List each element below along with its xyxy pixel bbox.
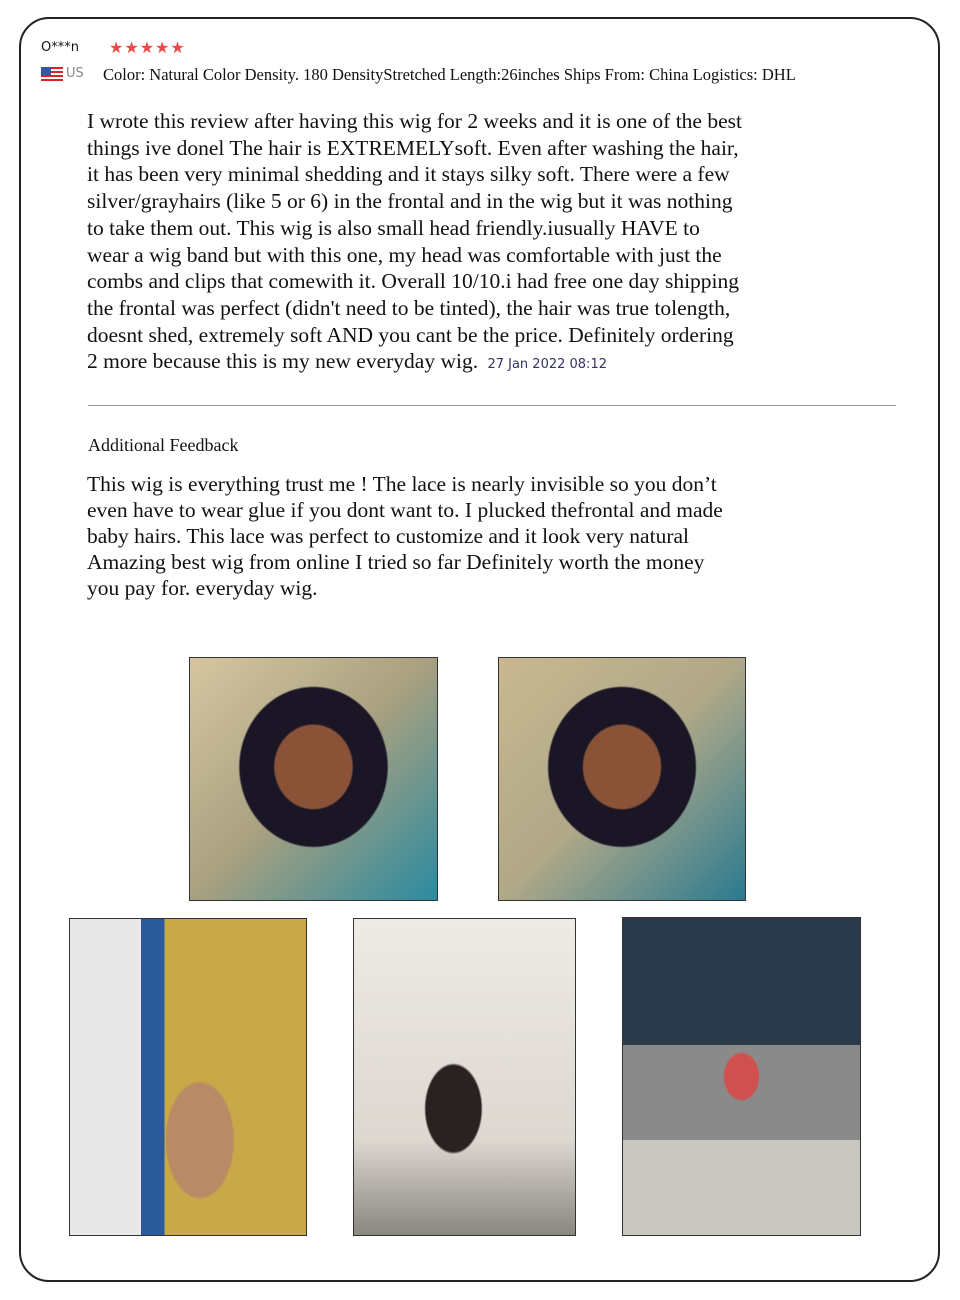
additional-feedback-text xyxy=(87,471,723,601)
product-specs: Color: Natural Color Density. 180 DensityStretched Length:26inches Ships From: China Logistics: DHL xyxy=(103,65,796,84)
review-photo-1[interactable] xyxy=(189,657,438,901)
review-line: the frontal was perfect (didn't need to be tinted), the hair was true tolength, xyxy=(87,295,731,320)
reviewer-country: US xyxy=(66,66,84,81)
review-line: combs and clips that comewith it. Overall 10/10.i had free one day shipping xyxy=(87,269,740,294)
star-rating: ★★★★★ xyxy=(109,40,186,57)
feedback-line: Amazing best wig from online I tried so far Definitely worth the money xyxy=(87,550,705,574)
review-line: things ive donel The hair is EXTREMELYsoft. Even after washing the hair, xyxy=(87,135,739,160)
review-line: 2 more because this is my new everyday wig. xyxy=(87,349,479,374)
additional-feedback-label: Additional Feedback xyxy=(88,435,239,455)
feedback-line: even have to wear glue if you dont want to. I plucked thefrontal and made xyxy=(87,498,723,522)
divider xyxy=(88,405,896,406)
review-photo-5[interactable] xyxy=(622,917,861,1236)
review-line: wear a wig band but with this one, my head was comfortable with just the xyxy=(87,242,722,267)
feedback-line: you pay for. everyday wig. xyxy=(87,576,318,600)
review-text xyxy=(87,108,742,375)
feedback-line: This wig is everything trust me ! The lace is nearly invisible so you don’t xyxy=(87,472,717,496)
review-photo-2[interactable] xyxy=(498,657,746,901)
review-photo-3[interactable] xyxy=(69,918,307,1236)
review-photo-4[interactable] xyxy=(353,918,576,1236)
review-line: doesnt shed, extremely soft AND you cant be the price. Definitely ordering xyxy=(87,322,734,347)
us-flag-icon xyxy=(41,67,63,81)
review-date: 27 Jan 2022 08:12 xyxy=(487,357,607,373)
review-line: it has been very minimal shedding and it stays silky soft. There were a few xyxy=(87,162,730,187)
review-line: silver/grayhairs (like 5 or 6) in the frontal and in the wig but it was nothing xyxy=(87,189,733,214)
review-line: to take them out. This wig is also small head friendly.iusually HAVE to xyxy=(87,215,700,240)
feedback-line: baby hairs. This lace was perfect to customize and it look very natural xyxy=(87,524,689,548)
review-last-line xyxy=(87,348,742,375)
review-line: I wrote this review after having this wig for 2 weeks and it is one of the best xyxy=(87,109,742,133)
reviewer-name: O***n xyxy=(41,40,79,55)
